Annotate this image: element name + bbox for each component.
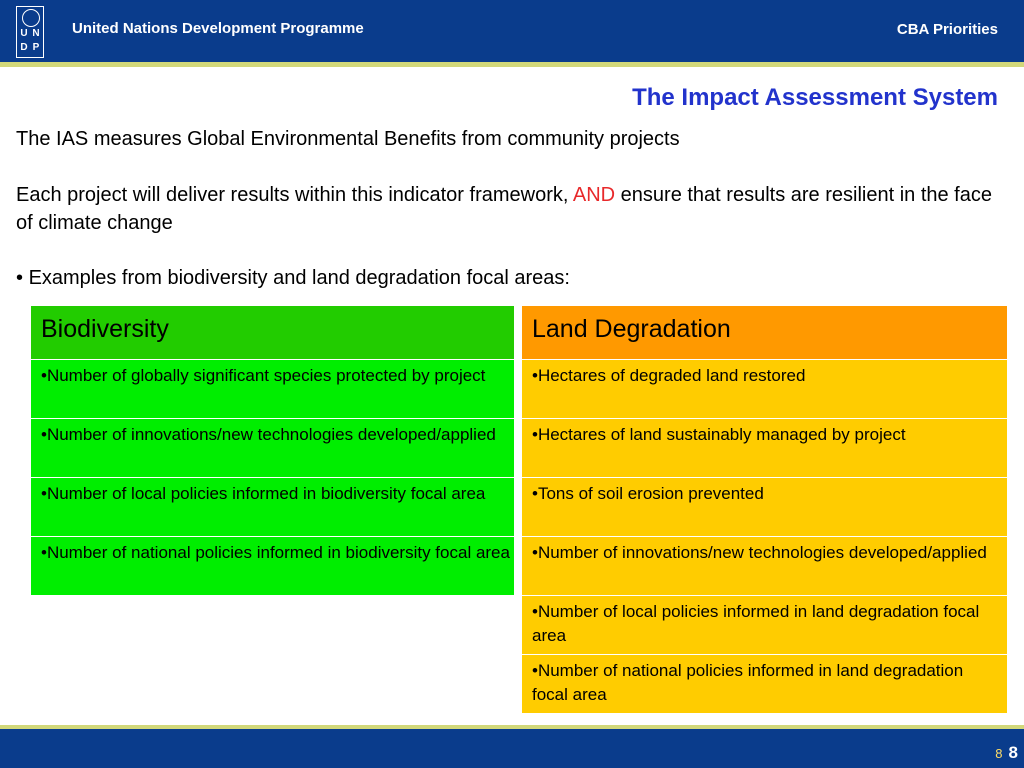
indicator-text: Number of local policies informed in land degradation focal area [532, 601, 980, 645]
header-bar [0, 0, 1024, 62]
logo-letter: N [32, 28, 40, 39]
table-cell: •Hectares of degraded land restored [522, 359, 1007, 418]
biodiversity-header: Biodiversity [31, 306, 514, 359]
page-number [995, 743, 1018, 763]
table-cell: •Number of innovations/new technologies developed/applied [31, 418, 514, 477]
un-emblem-icon [22, 9, 40, 27]
land-degradation-header: Land Degradation [522, 306, 1007, 359]
slide-number: 8 [995, 746, 1003, 761]
indicator-text: Hectares of land sustainably managed by project [537, 424, 906, 444]
indicator-text: Number of local policies informed in biodiversity focal area [46, 483, 486, 503]
table-cell: •Number of local policies informed in land degradation focal area [522, 595, 1007, 654]
indicator-text: Number of globally significant species protected by project [46, 365, 486, 385]
logo-letter: D [20, 42, 28, 53]
logo-letter: U [20, 28, 28, 39]
indicator-text: Number of national policies informed in land degradation focal area [532, 660, 964, 704]
framework-text: Each project will deliver results within this indicator framework, [16, 184, 573, 206]
table-cell: •Tons of soil erosion prevented [522, 477, 1007, 536]
biodiversity-table [31, 306, 514, 596]
footer-bar [0, 729, 1024, 768]
table-cell: •Number of local policies informed in biodiversity focal area [31, 477, 514, 536]
indicator-text: Tons of soil erosion prevented [537, 483, 764, 503]
indicator-text: Number of innovations/new technologies developed/applied [537, 542, 987, 562]
examples-text: Examples from biodiversity and land degradation focal areas: [28, 267, 570, 289]
indicator-text: Number of innovations/new technologies developed/applied [46, 424, 496, 444]
framework-text-end: ensure that results are resilient in the face of climate change [16, 184, 992, 234]
header-section-title: CBA Priorities [896, 21, 998, 38]
framework-paragraph [16, 181, 1006, 237]
slide-title: The Impact Assessment System [632, 84, 998, 111]
header-divider [0, 62, 1024, 67]
table-cell: •Number of national policies informed in land degradation focal area [522, 654, 1007, 713]
table-cell: •Hectares of land sustainably managed by project [522, 418, 1007, 477]
intro-paragraph: The IAS measures Global Environmental Benefits from community projects [16, 128, 680, 150]
indicator-text: Number of national policies informed in biodiversity focal area [46, 542, 510, 562]
table-cell: •Number of innovations/new technologies developed/applied [522, 536, 1007, 595]
org-name: United Nations Development Programme [72, 20, 364, 37]
emphasis-and: AND [572, 184, 616, 206]
table-cell: •Number of globally significant species protected by project [31, 359, 514, 418]
undp-logo [16, 6, 44, 58]
examples-bullet: • Examples from biodiversity and land degradation focal areas: [16, 267, 570, 289]
indicator-text: Hectares of degraded land restored [537, 365, 806, 385]
page-number-value: 8 [1008, 743, 1018, 762]
logo-letter: P [32, 42, 40, 53]
table-cell: •Number of national policies informed in biodiversity focal area [31, 536, 514, 595]
land-degradation-table [522, 306, 1007, 714]
